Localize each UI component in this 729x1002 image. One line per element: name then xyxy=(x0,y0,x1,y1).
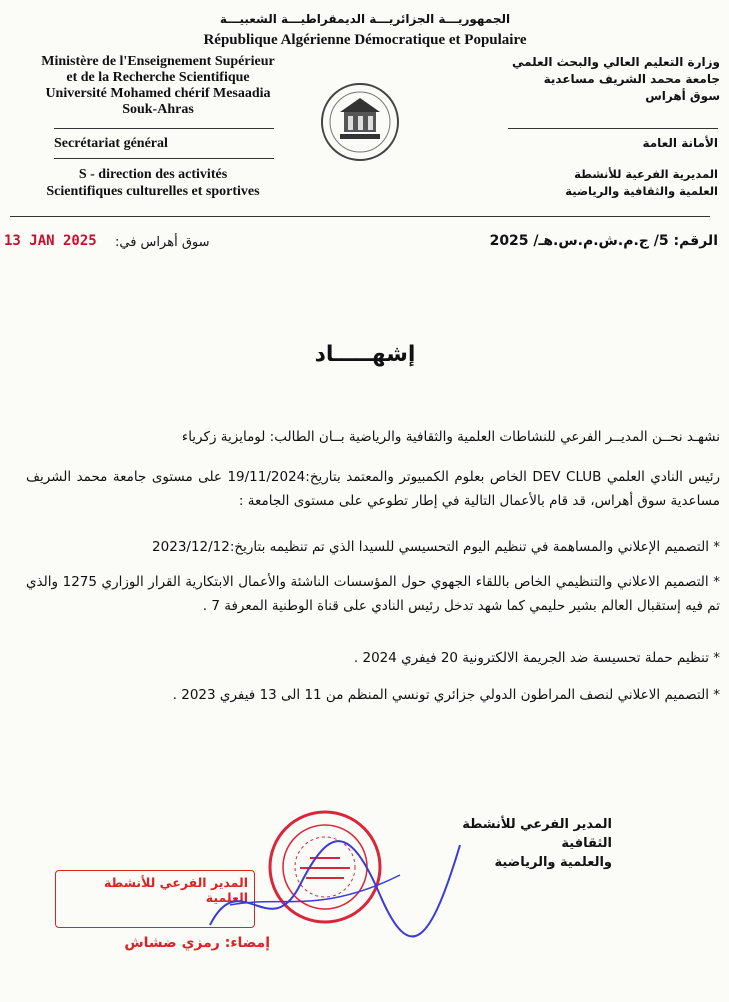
stamp-text: المدير الفرعي للأنشطة العلمية xyxy=(103,875,248,905)
list-item: * التصميم الاعلاني لنصف المراطون الدولي جزائري تونسي المنظم من 11 الى 13 فيفري 2023 . xyxy=(172,687,720,703)
direction-arabic xyxy=(508,166,718,200)
direction-fr-line: S - direction des activités xyxy=(78,167,228,182)
republic-arabic: الجمهوريـــة الجزائريـــة الديمقراطيـــة الشعبيـــة xyxy=(219,12,511,26)
document-title: إشهـــــاد xyxy=(314,342,416,367)
ministry-fr-line: Université Mohamed chérif Mesaadia xyxy=(45,86,271,101)
university-logo-icon xyxy=(318,80,402,164)
ministry-fr-line: et de la Recherche Scientifique xyxy=(66,70,250,85)
signatory-title xyxy=(452,815,612,872)
date-stamp: 13 JAN 2025 xyxy=(4,233,97,249)
handwritten-signature-icon xyxy=(200,805,470,955)
ministry-arabic xyxy=(508,54,720,105)
ministry-ar-line: وزارة التعليم العالي والبحث العلمي xyxy=(511,55,720,69)
header-divider xyxy=(10,216,710,217)
direction-french xyxy=(18,166,288,200)
divider xyxy=(54,158,274,159)
divider xyxy=(508,128,718,129)
signatory-name: إمضاء: رمزي ضشاش xyxy=(124,935,270,951)
secretariat-french: Secrétariat général xyxy=(54,136,168,151)
reference-number: الرقم: 5/ ج.م.ش.م.س.هـ/ 2025 xyxy=(489,233,718,249)
list-item: * تنظيم حملة تحسيسة ضد الجريمة الالكترونية 20 فيفري 2024 . xyxy=(353,650,720,666)
divider xyxy=(54,128,274,129)
body-paragraph: رئيس النادي العلمي DEV CLUB الخاص بعلوم الكمبيوتر والمعتمد بتاريخ:19/11/2024 على مستوى جامعة محمد الشريف مساعدية سوق أهراس، قد قام بالأعمال التالية في إطار تطوعي على مستوى الجامعة : xyxy=(26,469,720,509)
signatory-title-line: المدير الفرعي للأنشطة الثقافية xyxy=(462,817,612,851)
ministry-french xyxy=(8,54,308,118)
list-item: * التصميم الاعلاني والتنظيمي الخاص باللقاء الجهوي حول المؤسسات الناشئة والأعمال الابتكارية القرار الوزاري 1275 والذي تم فيه إستقبال العالم بشير حليمي كما شهد تدخل رئيس النادي على قناة الوطنية المعرفة 7 . xyxy=(26,574,720,614)
ministry-ar-line: سوق أهراس xyxy=(645,89,720,103)
direction-ar-line: العلمية والثقافية والرياضية xyxy=(565,184,718,198)
direction-ar-line: المديرية الفرعية للأنشطة xyxy=(574,167,718,181)
republic-french: République Algérienne Démocratique et Populaire xyxy=(203,32,527,48)
body-paragraph: نشهـد نحــن المديــر الفرعي للنشاطات العلمية والثقافية والرياضية بــان الطالب: لومايزية زكرياء xyxy=(181,429,720,445)
direction-fr-line: Scientifiques culturelles et sportives xyxy=(46,184,260,199)
city-date-label: سوق أهراس في: xyxy=(115,235,210,250)
secretariat-arabic: الأمانة العامة xyxy=(642,136,718,150)
signatory-title-line: والعلمية والرياضية xyxy=(494,855,612,870)
list-item: * التصميم الإعلاني والمساهمة في تنظيم اليوم التحسيسي للسيدا الذي تم تنظيمه بتاريخ:2023/12/12 xyxy=(152,539,720,555)
ministry-fr-line: Ministère de l'Enseignement Supérieur xyxy=(41,54,275,69)
ministry-ar-line: جامعة محمد الشريف مساعدية xyxy=(543,72,720,86)
ministry-fr-line: Souk-Ahras xyxy=(122,102,194,117)
